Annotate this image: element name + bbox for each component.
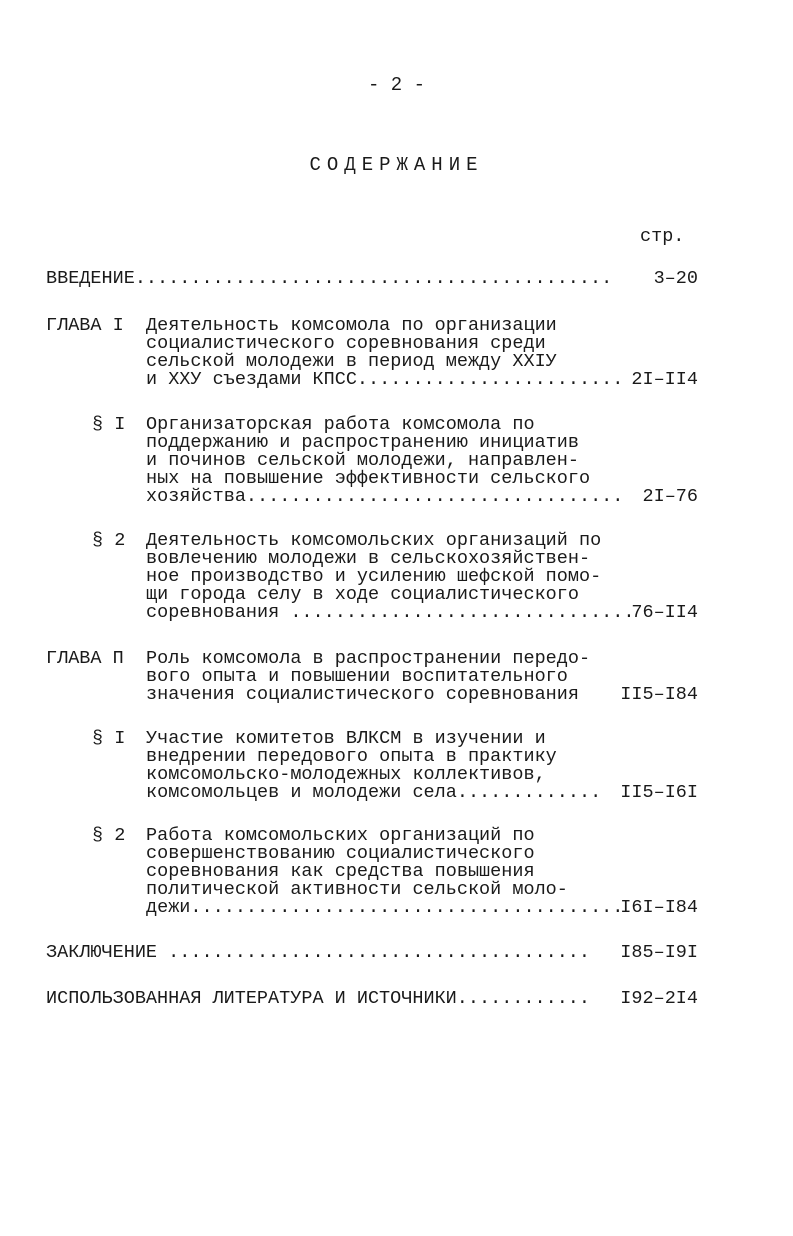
toc-text-line: и починов сельской молодежи, направлен- <box>146 450 579 471</box>
toc-page-range: 3–20 <box>653 268 698 289</box>
toc-page-range: II5–I6I <box>620 782 698 803</box>
page-number: - 2 - <box>367 74 425 96</box>
toc-page-range: I6I–I84 <box>620 897 698 918</box>
toc-text-line: комсомольцев и молодежи села............. <box>146 782 602 803</box>
document-title: СОДЕРЖАНИЕ <box>309 154 484 176</box>
toc-page-range: 2I–76 <box>642 486 698 507</box>
toc-entry-chapter-2 <box>46 650 698 706</box>
toc-text-line: вовлечению молодежи в сельскохозяйствен- <box>146 548 591 569</box>
toc-entry-label: ЗАКЛЮЧЕНИЕ ...................................... <box>46 942 591 963</box>
toc-entry-label: ГЛАВА I <box>46 315 124 336</box>
toc-text-line: сельской молодежи в период между XXIУ <box>146 351 557 372</box>
toc-entry-label: § 2 <box>92 530 126 551</box>
toc-text-line: Деятельность комсомола по организации <box>146 315 557 336</box>
toc-text-line: социалистического соревнования среди <box>146 333 546 354</box>
toc-entry-text <box>146 315 624 390</box>
toc-text-line: ных на повышение эффективности сельского <box>146 468 591 489</box>
toc-text-line: поддержанию и распространению инициатив <box>146 432 579 453</box>
toc-entry-conclusion <box>46 944 698 964</box>
toc-entry-label: ВВЕДЕНИЕ........................................... <box>46 268 613 289</box>
toc-text-line: политической активности сельской моло- <box>146 879 568 900</box>
toc-entry-chapter-1 <box>46 317 698 393</box>
toc-text-line: Организаторская работа комсомола по <box>146 414 535 435</box>
toc-text-line: Участие комитетов ВЛКСМ в изучении и <box>146 728 546 749</box>
toc-text-line: совершенствованию социалистического <box>146 843 535 864</box>
toc-entry-text <box>146 825 624 918</box>
toc-page-range: II5–I84 <box>620 684 698 705</box>
toc-text-line: значения социалистического соревнования <box>146 684 579 705</box>
toc-entry-label: § I <box>92 728 126 749</box>
toc-text-line: и XXУ съездами КПСС........................ <box>146 369 624 390</box>
toc-entry-text <box>146 414 624 507</box>
toc-entry-text <box>146 530 635 623</box>
toc-entry-chapter-2-section-2 <box>46 827 698 919</box>
toc-text-line: Деятельность комсомольских организаций по <box>146 530 602 551</box>
pages-column-header: стр. <box>640 226 685 247</box>
toc-entry-intro <box>46 270 698 290</box>
toc-entry-text <box>146 650 616 704</box>
toc-entry-label: ГЛАВА П <box>46 648 124 669</box>
dot-leader: ............ <box>456 988 591 1009</box>
dot-leader: ...................................... <box>157 942 591 963</box>
toc-text-line: Роль комсомола в распространении передо- <box>146 648 591 669</box>
toc-text-line: вого опыта и повышении воспитательного <box>146 666 568 687</box>
toc-page-range: 2I–II4 <box>631 369 698 390</box>
toc-text-line: соревнования как средства повышения <box>146 861 535 882</box>
toc-entry-sources <box>46 990 698 1010</box>
toc-text-line: комсомольско-молодежных коллективов, <box>146 764 546 785</box>
toc-text-line: соревнования ............................... <box>146 602 635 623</box>
toc-text-line: щи города селу в ходе социалистического <box>146 584 579 605</box>
toc-entry-label: ИСПОЛЬЗОВАННАЯ ЛИТЕРАТУРА И ИСТОЧНИКИ............ <box>46 988 591 1009</box>
toc-entry-chapter-1-section-2 <box>46 532 698 624</box>
toc-text-line: дежи....................................... <box>146 897 624 918</box>
toc-text-line: ное производство и усилению шефской помо- <box>146 566 602 587</box>
toc-entry-text <box>146 730 616 802</box>
dot-leader: ........................................... <box>134 268 613 289</box>
toc-entry-label: § 2 <box>92 825 126 846</box>
toc-entry-chapter-1-section-1 <box>46 416 698 508</box>
toc-page-range: I85–I9I <box>620 942 698 963</box>
toc-text-line: Работа комсомольских организаций по <box>146 825 535 846</box>
toc-text-line: внедрении передового опыта в практику <box>146 746 557 767</box>
toc-text-line: хозяйства.................................. <box>146 486 624 507</box>
toc-page-range: I92–2I4 <box>620 988 698 1009</box>
toc-page-range: 76–II4 <box>631 602 698 623</box>
toc-entry-chapter-2-section-1 <box>46 730 698 806</box>
toc-entry-label: § I <box>92 414 126 435</box>
